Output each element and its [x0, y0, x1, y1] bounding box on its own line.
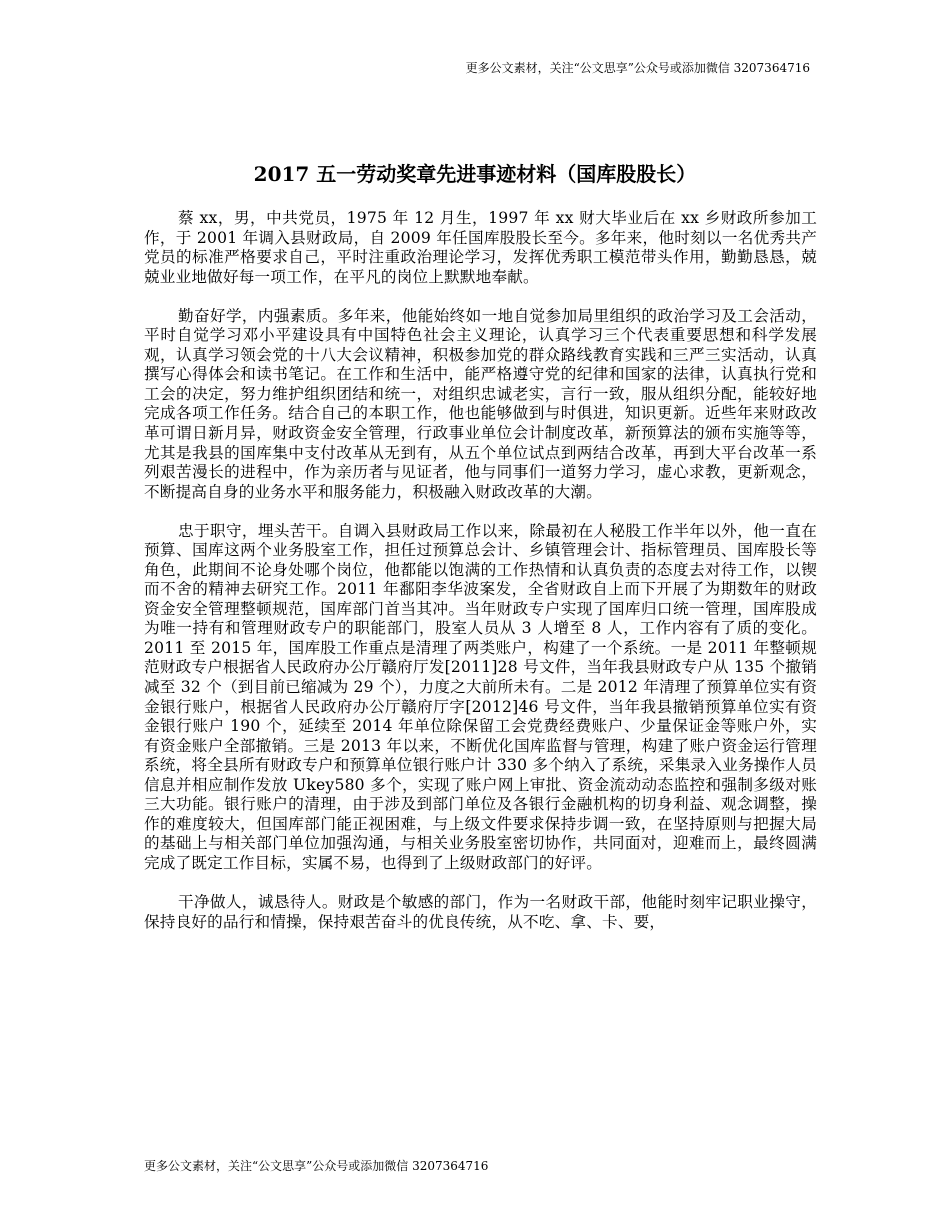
page-header-note: 更多公文素材，关注“公文思享”公众号或添加微信 3207364716 [465, 61, 810, 75]
paragraph-duty: 忠于职守，埋头苦干。自调入县财政局工作以来，除最初在人秘股工作半年以外，他一直在预算、国库这两个业务股室工作，担任过预算总会计、乡镇管理会计、指标管理员、国库股长等角色，此期间不论身处哪个岗位，他都能以饱满的工作热情和认真负责的态度去对待工作，以锲而不舍的精神去研究工作。2011 年鄱阳李华波案发，全省财政自上而下开展了为期数年的财政资金安全管理整顿规范，国库部门首当其冲。当年财政专户实现了国库归口统一管理，国库股成为唯一持有和管理财政专户的职能部门，股室人员从 3 人增至 8 人，工作内容有了质的变化。2011 至 2015 年，国库股工作重点是清理了两类账户，构建了一个系统。一是 2011 年整顿规范财政专户根据省人民政府办公厅赣府厅发[2011]28 号文件，当年我县财政专户从 135 个撤销减至 32 个（到目前已缩减为 29 个），力度之大前所未有。二是 2012 年清理了预算单位实有资金银行账户，根据省人民政府办公厅赣府厅字[2012]46 号文件，当年我县撤销预算单位实有资金银行账户 190 个，延续至 2014 年单位除保留工会党费经费账户、少量保证金等账户外，实有资金账户全部撤销。三是 2013 年以来，不断优化国库监督与管理，构建了账户资金运行管理系统，将全县所有财政专户和预算单位银行账户计 330 多个纳入了系统，采集录入业务操作人员信息并相应制作发放 Ukey580 多个，实现了账户网上审批、资金流动动态监控和强制多级对账三大功能。银行账户的清理，由于涉及到部门单位及各银行金融机构的切身利益、观念调整，操作的难度较大，但国库部门能正视困难，与上级文件要求保持步调一致，在坚持原则与把握大局的基础上与相关部门单位加强沟通，与相关业务股室密切协作，共同面对，迎难而上，最终圆满完成了既定工作目标，实属不易，也得到了上级财政部门的好评。 [144, 521, 817, 872]
paragraph-intro: 蔡 xx，男，中共党员，1975 年 12 月生，1997 年 xx 财大毕业后在 xx 乡财政所参加工作，于 2001 年调入县财政局，自 2009 年任国库股股长至今。多年来，他时刻以一名优秀共产党员的标准严格要求自己，平时注重政治理论学习，发挥优秀职工模范带头作用，勤勤恳恳，兢兢业业地做好每一项工作，在平凡的岗位上默默地奉献。 [144, 209, 817, 286]
paragraph-integrity: 干净做人，诚恳待人。财政是个敏感的部门，作为一名财政干部，他能时刻牢记职业操守，保持良好的品行和情操，保持艰苦奋斗的优良传统，从不吃、拿、卡、要， [144, 893, 817, 931]
page-footer-note: 更多公文素材，关注“公文思享”公众号或添加微信 3207364716 [144, 1159, 489, 1173]
document-body [144, 209, 817, 952]
document-title: 2017 五一劳动奖章先进事迹材料（国库股股长） [253, 162, 697, 186]
paragraph-study: 勤奋好学，内强素质。多年来，他能始终如一地自觉参加局里组织的政治学习及工会活动，平时自觉学习邓小平建设具有中国特色社会主义理论，认真学习三个代表重要思想和科学发展观，认真学习领会党的十八大会议精神，积极参加党的群众路线教育实践和三严三实活动，认真撰写心得体会和读书笔记。在工作和生活中，能严格遵守党的纪律和国家的法律，认真执行党和工会的决定，努力维护组织团结和统一，对组织忠诚老实，言行一致，服从组织分配，能较好地完成各项工作任务。结合自己的本职工作，他也能够做到与时俱进，知识更新。近些年来财政改革可谓日新月异，财政资金安全管理，行政事业单位会计制度改革，新预算法的颁布实施等等，尤其是我县的国库集中支付改革从无到有，从五个单位试点到两结合改革，再到大平台改革一系列艰苦漫长的进程中，作为亲历者与见证者，他与同事们一道努力学习，虚心求教，更新观念，不断提高自身的业务水平和服务能力，积极融入财政改革的大潮。 [144, 306, 817, 501]
